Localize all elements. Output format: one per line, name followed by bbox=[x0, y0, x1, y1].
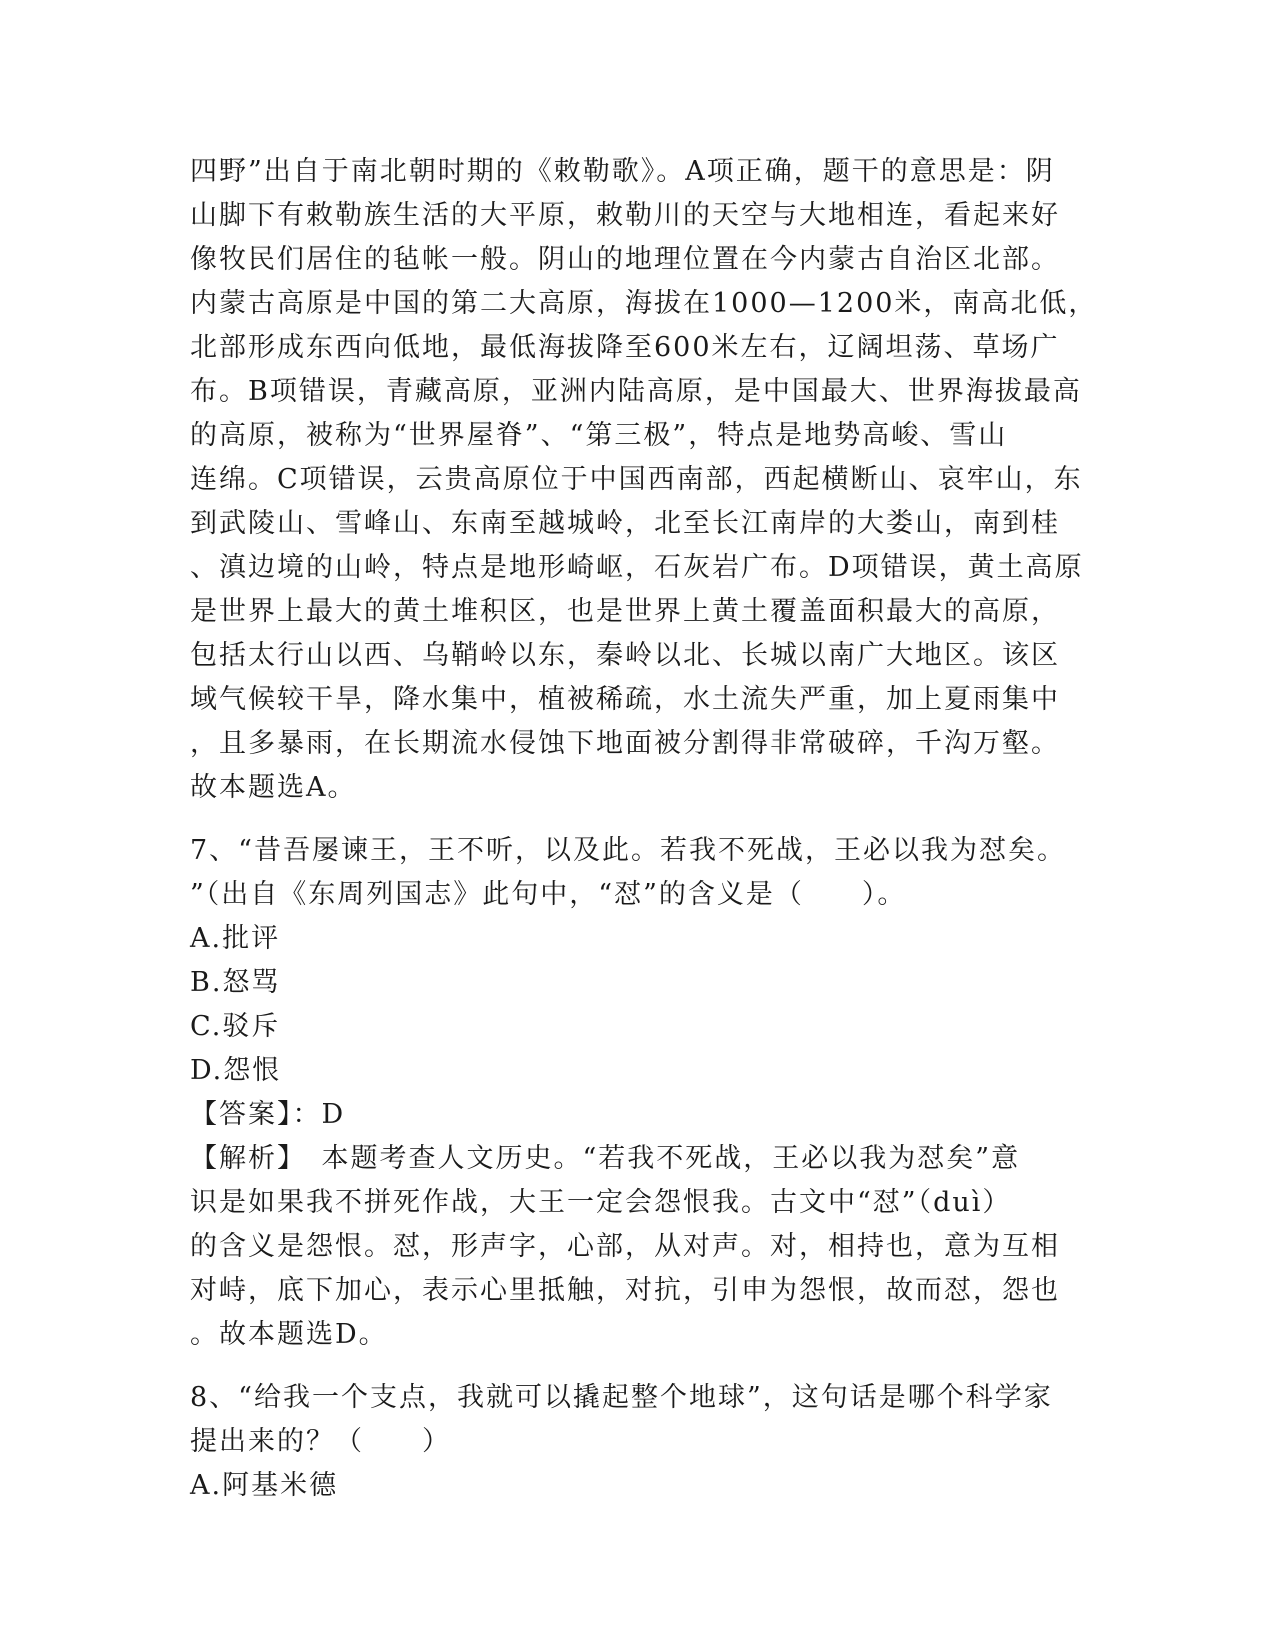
question-8 bbox=[190, 1376, 1090, 1508]
question-7-stem: 7、“昔吾屡谏王，王不听，以及此。若我不死战，王必以我为怼矣。 bbox=[190, 835, 1066, 866]
question-7-stem: ”（出自《东周列国志》此句中，“怼”的含义是（ ）。 bbox=[190, 879, 907, 910]
text-line: 四野”出自于南北朝时期的《敕勒歌》。A项正确，题干的意思是：阴 bbox=[190, 156, 1055, 187]
question-7-explanation: 对峙，底下加心，表示心里抵触，对抗，引申为怨恨，故而怼，怨也 bbox=[190, 1275, 1060, 1306]
question-8-stem: 8、“给我一个支点，我就可以撬起整个地球”，这句话是哪个科学家 bbox=[190, 1382, 1053, 1413]
text-line: 是世界上最大的黄土堆积区，也是世界上黄土覆盖面积最大的高原， bbox=[190, 596, 1060, 627]
question-7-explanation: 。故本题选D。 bbox=[190, 1319, 388, 1350]
text-line: ，且多暴雨，在长期流水侵蚀下地面被分割得非常破碎，千沟万壑。 bbox=[190, 728, 1060, 759]
paragraph-gap bbox=[190, 1357, 1090, 1376]
text-line: 到武陵山、雪峰山、东南至越城岭，北至长江南岸的大娄山，南到桂 bbox=[190, 508, 1060, 539]
text-line: 域气候较干旱，降水集中，植被稀疏，水土流失严重，加上夏雨集中 bbox=[190, 684, 1060, 715]
question-7-explanation: 【解析】 本题考查人文历史。“若我不死战，王必以我为怼矣”意 bbox=[190, 1143, 1021, 1174]
question-7-answer: 【答案】：D bbox=[190, 1099, 346, 1130]
text-line: 、滇边境的山岭，特点是地形崎岖，石灰岩广布。D项错误，黄土高原 bbox=[190, 552, 1084, 583]
question-7-option-c: C.驳斥 bbox=[190, 1011, 281, 1042]
question-7 bbox=[190, 829, 1090, 1357]
question-7-option-a: A.批评 bbox=[190, 923, 281, 954]
text-line: 布。B项错误，青藏高原，亚洲内陆高原，是中国最大、世界海拔最高 bbox=[190, 376, 1082, 407]
page-content bbox=[190, 150, 1098, 1508]
text-line: 北部形成东西向低地，最低海拔降至600米左右，辽阔坦荡、草场广 bbox=[190, 332, 1060, 363]
text-line: 内蒙古高原是中国的第二大高原，海拔在1000—1200米，南高北低， bbox=[190, 288, 1098, 319]
question-8-option-a: A.阿基米德 bbox=[190, 1470, 339, 1501]
question-8-stem: 提出来的？（ ） bbox=[190, 1426, 451, 1457]
text-line: 故本题选A。 bbox=[190, 772, 357, 803]
text-line: 山脚下有敕勒族生活的大平原，敕勒川的天空与大地相连，看起来好 bbox=[190, 200, 1060, 231]
text-line: 包括太行山以西、乌鞘岭以东，秦岭以北、长城以南广大地区。该区 bbox=[190, 640, 1060, 671]
explanation-q6-continued bbox=[190, 150, 1098, 810]
question-7-explanation: 的含义是怨恨。怼，形声字，心部，从对声。对，相持也，意为互相 bbox=[190, 1231, 1060, 1262]
text-line: 的高原，被称为“世界屋脊”、“第三极”，特点是地势高峻、雪山 bbox=[190, 420, 1008, 451]
paragraph-gap bbox=[190, 810, 1090, 829]
question-7-option-b: B.怒骂 bbox=[190, 967, 281, 998]
text-line: 像牧民们居住的毡帐一般。阴山的地理位置在今内蒙古自治区北部。 bbox=[190, 244, 1060, 275]
question-7-option-d: D.怨恨 bbox=[190, 1055, 282, 1086]
text-line: 连绵。C项错误，云贵高原位于中国西南部，西起横断山、哀牢山，东 bbox=[190, 464, 1083, 495]
question-7-explanation: 识是如果我不拼死作战，大王一定会怨恨我。古文中“怼”（duì） bbox=[190, 1187, 1012, 1218]
